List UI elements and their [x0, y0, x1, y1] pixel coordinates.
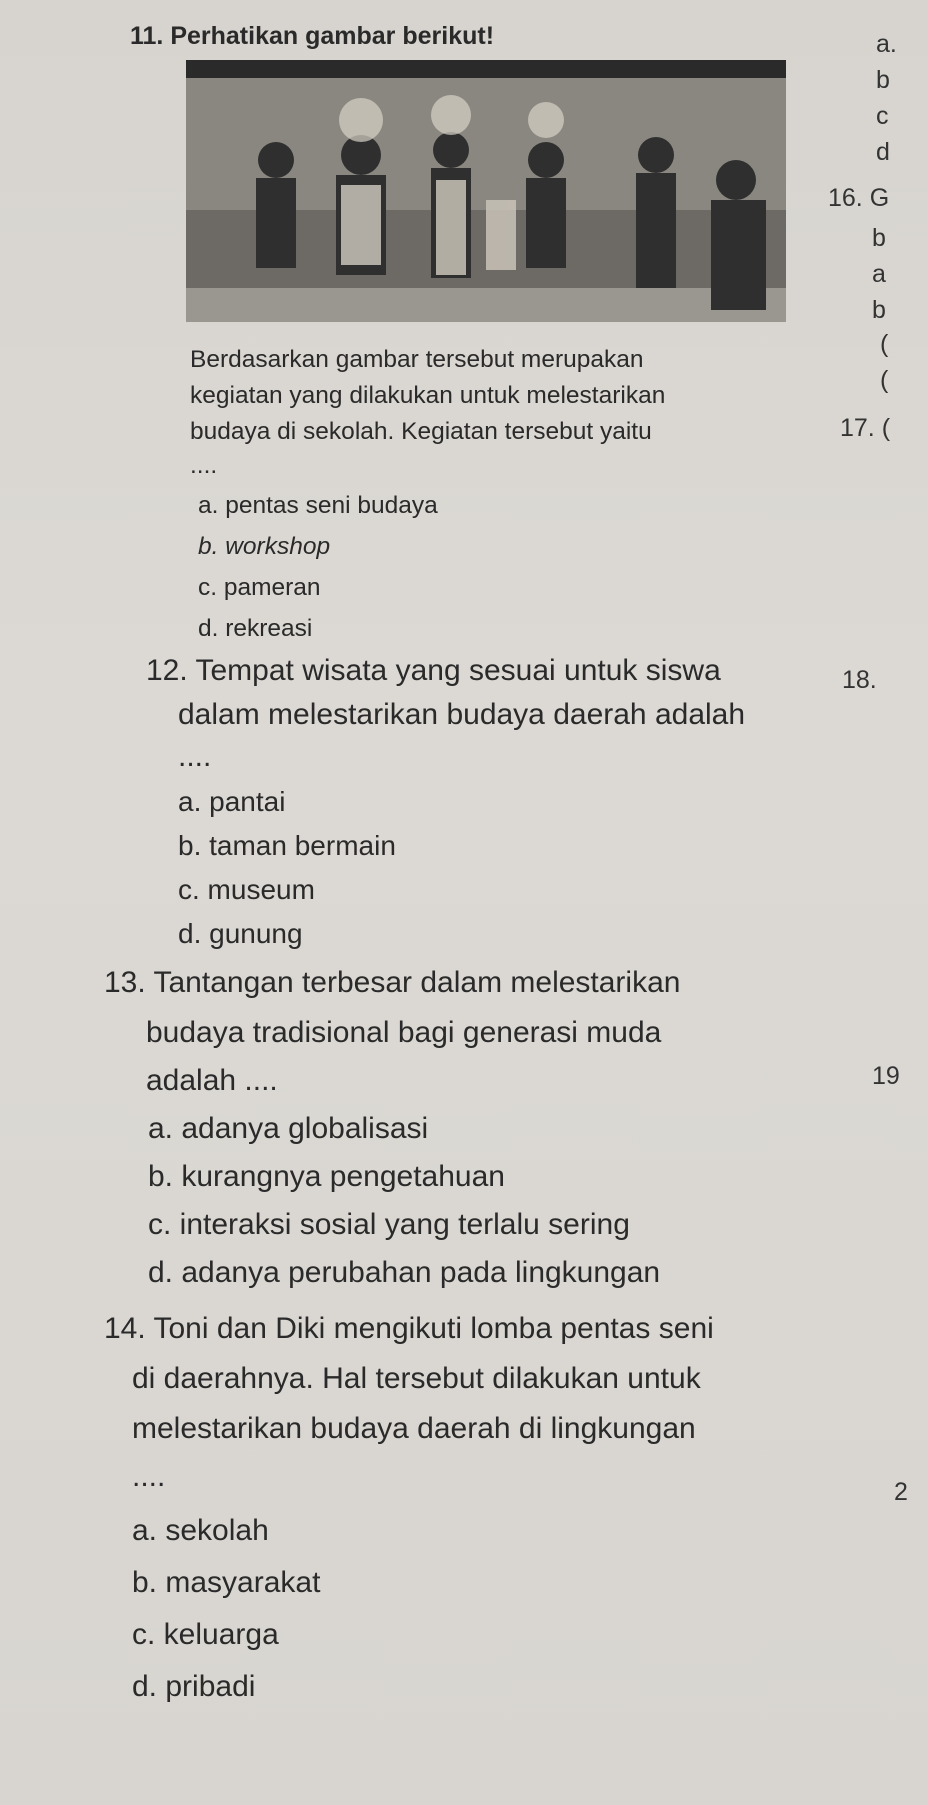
- q12-option-a: a. pantai: [178, 786, 286, 817]
- q11-option-d: d. rekreasi: [198, 615, 313, 642]
- right-col-item: (: [880, 366, 889, 394]
- right-col-item: 2: [894, 1478, 908, 1506]
- q14-stem-line-3: melestarikan budaya daerah di lingkungan: [132, 1412, 696, 1445]
- q11-stem-line-3: budaya di sekolah. Kegiatan tersebut yaitu: [190, 418, 652, 445]
- q11-stem-line-2: kegiatan yang dilakukan untuk melestarikan: [190, 382, 666, 409]
- q11-stem-line-4: ....: [190, 452, 218, 479]
- q14-stem-line-4: ....: [132, 1460, 166, 1493]
- q11-heading: 11. Perhatikan gambar berikut!: [130, 22, 495, 50]
- right-col-item: b: [872, 296, 886, 324]
- right-col-item: 17. (: [840, 414, 891, 442]
- q12-option-c: c. museum: [178, 874, 315, 905]
- q13-option-d: d. adanya perubahan pada lingkungan: [148, 1256, 661, 1289]
- right-col-item: c: [876, 102, 889, 130]
- q11-option-b: b. workshop: [198, 533, 331, 560]
- q13-option-b: b. kurangnya pengetahuan: [148, 1160, 505, 1193]
- q13-stem-line-3: adalah ....: [146, 1064, 278, 1097]
- q12-option-b: b. taman bermain: [178, 830, 396, 861]
- right-col-item: 16. G: [828, 184, 890, 212]
- right-col-item: b: [872, 224, 886, 252]
- q12-stem-line-1: 12. Tempat wisata yang sesuai untuk siswa: [146, 654, 721, 687]
- q11-option-a: a. pentas seni budaya: [198, 492, 438, 519]
- q14-stem-line-2: di daerahnya. Hal tersebut dilakukan untuk: [132, 1362, 701, 1395]
- q12-stem-line-2: dalam melestarikan budaya daerah adalah: [178, 698, 746, 731]
- right-col-item: a: [872, 260, 886, 288]
- right-col-item: d: [876, 138, 890, 166]
- q11-option-c: c. pameran: [198, 574, 321, 601]
- q12-stem-line-3: ....: [178, 740, 212, 773]
- q13-option-c: c. interaksi sosial yang terlalu sering: [148, 1208, 630, 1241]
- q11-photo: [186, 60, 786, 322]
- right-col-item: 19: [872, 1062, 900, 1090]
- q14-option-d: d. pribadi: [132, 1670, 256, 1703]
- q13-option-a: a. adanya globalisasi: [148, 1112, 429, 1145]
- q13-stem-line-1: 13. Tantangan terbesar dalam melestarikan: [104, 966, 681, 999]
- q11-stem-line-1: Berdasarkan gambar tersebut merupakan: [190, 346, 644, 373]
- q14-stem-line-1: 14. Toni dan Diki mengikuti lomba pentas seni: [104, 1312, 714, 1345]
- right-col-item: a.: [876, 30, 897, 58]
- q13-stem-line-2: budaya tradisional bagi generasi muda: [146, 1016, 662, 1049]
- q12-option-d: d. gunung: [178, 918, 303, 949]
- right-col-item: 18.: [842, 666, 877, 694]
- right-col-item: (: [880, 330, 889, 358]
- q14-option-b: b. masyarakat: [132, 1566, 321, 1599]
- q14-option-c: c. keluarga: [132, 1618, 279, 1651]
- right-col-item: b: [876, 66, 890, 94]
- q14-option-a: a. sekolah: [132, 1514, 269, 1547]
